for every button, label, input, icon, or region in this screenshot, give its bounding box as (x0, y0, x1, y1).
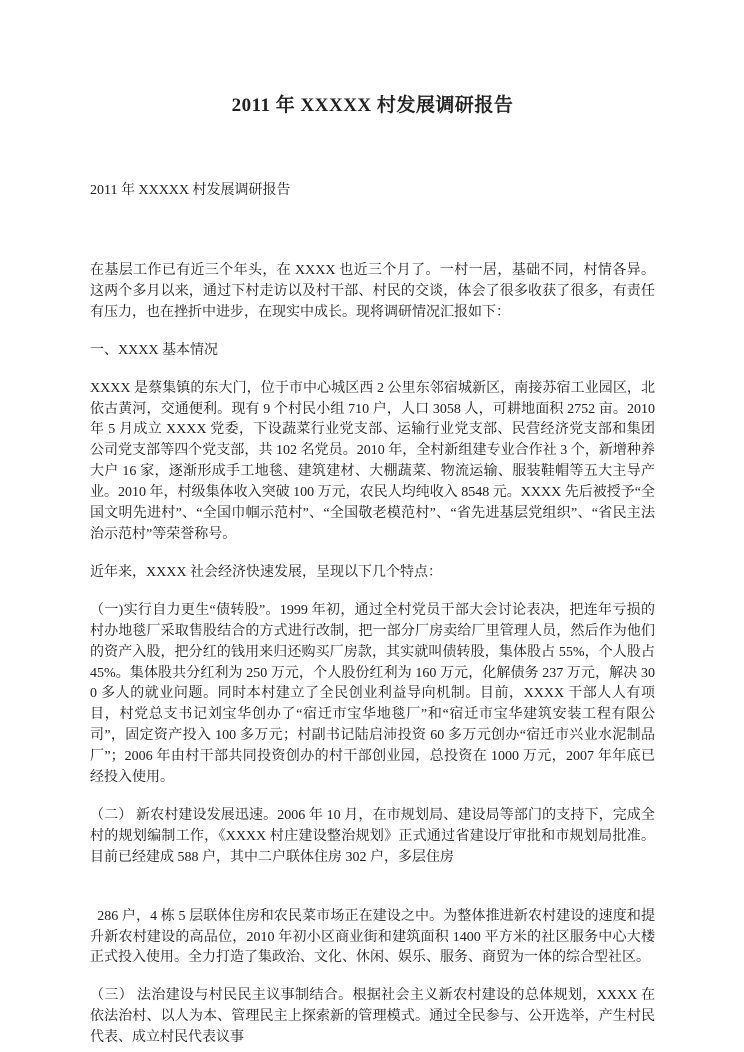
paragraph-feature-2-new-countryside: （二） 新农村建设发展迅速。2006 年 10 月，在市规划局、建设局等部门的支持下，完成全村的规划编制工作，《XXXX 村庄建设整治规划》正式通过省建设厅审批和市规划局批准。目前已经建成 588 户，其中二户联体住房 302 户，多层住房 (90, 807, 655, 865)
paragraph-features-lead: 近年来，XXXX 社会经济快速发展，呈现以下几个特点： (90, 564, 442, 580)
section-heading-basic-info: 一、XXXX 基本情况 (90, 342, 218, 358)
paragraph-feature-1-debt-to-equity: （一)实行自力更生“债转股”。1999 年初，通过全村党员干部大会讨论表决，把连年亏损的村办地毯厂采取售股结合的方式进行改制，把一部分厂房卖给厂里管理人员，然后作为他们的资产入股，把分红的钱用来归还购买厂房款，其实就叫债转股，集体股占 55%，个人股占 45%。集体股共分红利为 250 万元，个人股份红利为 160 万元，化解债务 237 万元，解决 300 多人的就业问题。同时本村建立了全民创业利益导向机制。目前，XXXX 干部人人有项目，村党总支书记刘宝华创办了“宿迁市宝华地毯厂”和“宿迁市宝华建筑安装工程有限公司”，固定资产投入 100 多万元；村副书记陆启沛投资 60 多万元创办“宿迁市兴业水泥制品厂”；2006 年由村干部共同投资创办的村干部创业园，总投资在 1000 万元，2007 年年底已经投入使用。 (90, 602, 659, 786)
paragraph-feature-3-rule-of-law: （三） 法治建设与村民民主议事制结合。根据社会主义新农村建设的总体规划，XXXX 在依法治村、以人为本、管理民主上探索新的管理模式。通过全民参与、公开选举，产生村民代表、成立村民代表议事 (90, 988, 655, 1046)
document-subtitle: 2011 年 XXXXX 村发展调研报告 (90, 183, 291, 198)
paragraph-intro: 在基层工作已有近三个年头，在 XXXX 也近三个月了。一村一居，基础不同，村情各异。这两个多月以来，通过下村走访以及村干部、村民的交谈，体会了很多收获了很多，有责任有压力，也在挫折中进步，在现实中成长。现将调研情况汇报如下： (90, 263, 655, 320)
paragraph-basic-info: XXXX 是蔡集镇的东大门，位于市中心城区西 2 公里东邻宿城新区，南接苏宿工业园区，北依古黄河，交通便利。现有 9 个村民小组 710 户，人口 3058 人，可耕地面积 2752 亩。2010 年 5 月成立 XXXX 党委，下设蔬菜行业党支部、运输行业党支部、民营经济党支部和集团公司党支部等四个党支部，共 102 名党员。2010 年，全村新组建专业合作社 3 个，新增种养大户 16 家，逐渐形成手工地毯、建筑建材、大棚蔬菜、物流运输、服装鞋帽等五大主导产业。2010 年，村级集体收入突破 100 万元，农民人均纯收入 8548 元。XXXX 先后被授予“全国文明先进村”、“全国巾帼示范村”、“全国敬老模范村”、“省先进基层党组织”、“省民主法治示范村”等荣誉称号。 (90, 380, 659, 542)
paragraph-feature-2-continued: 286 户，4 栋 5 层联体住房和农民菜市场正在建设之中。为整体推进新农村建设的速度和提升新农村建设的高品位，2010 年初小区商业街和建筑面积 1400 平方米的社区服务中心大楼正式投入使用。全力打造了集政治、文化、休闲、娱乐、服务、商贸为一体的综合型社区。 (90, 908, 656, 966)
document-title: 2011 年 XXXXX 村发展调研报告 (231, 95, 514, 116)
